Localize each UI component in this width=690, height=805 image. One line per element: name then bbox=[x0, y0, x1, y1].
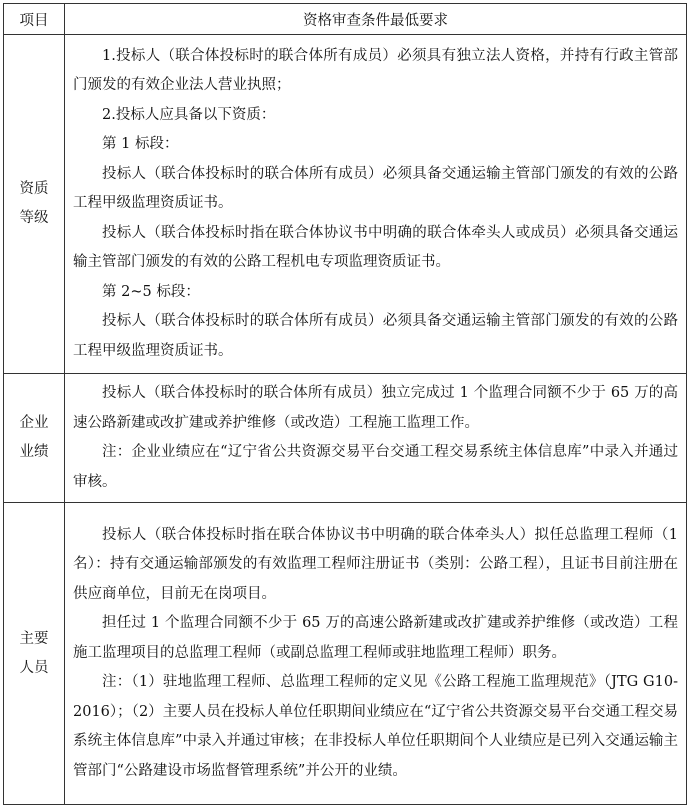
header-requirement: 资格审查条件最低要求 bbox=[65, 4, 687, 35]
item-label-line: 资质 bbox=[19, 181, 49, 197]
item-label-line: 主要 bbox=[19, 630, 49, 647]
requirement-paragraph: 1.投标人（联合体投标时的联合体所有成员）必须具有独立法人资格，并持有行政主管部门颁发的有效企业法人营业执照； bbox=[73, 47, 678, 94]
item-label-line: 企业 bbox=[19, 415, 49, 431]
item-label-line: 业绩 bbox=[19, 444, 49, 460]
requirements-table bbox=[3, 3, 687, 805]
requirement-paragraph: 注：（1）驻地监理工程师、总监理工程师的定义见《公路工程施工监理规范》（JTG G10-2016）；（2）主要人员在投标人单位任职期间业绩应在“辽宁省公共资源交易平台交通工程交易系统主体信息库”中录入并通过审核；在非投标人单位任职期间个人业绩应是已列入交通运输主管部门“公路建设市场监督管理系统”并公开的业绩。 bbox=[73, 674, 678, 779]
requirement-paragraph: 担任过 1 个监理合同额不少于 65 万的高速公路新建或改扩建或养护维修（或改造）工程施工监理项目的总监理工程师（或副总监理工程师或驻地监理工程师）职务。 bbox=[73, 615, 678, 661]
requirement-cell-performance bbox=[65, 374, 687, 503]
requirement-paragraph: 投标人（联合体投标时指在联合体协议书中明确的联合体牵头人或成员）必须具备交通运输主管部门颁发的有效的公路工程机电专项监理资质证书。 bbox=[73, 224, 678, 271]
requirement-paragraph: 2.投标人应具备以下资质： bbox=[102, 106, 276, 123]
requirement-cell-qualification bbox=[65, 35, 687, 374]
requirement-paragraph: 投标人（联合体投标时的联合体所有成员）必须具备交通运输主管部门颁发的有效的公路工程甲级监理资质证书。 bbox=[73, 313, 678, 359]
table-header-row bbox=[4, 4, 687, 35]
table-row-qualification bbox=[4, 35, 687, 374]
item-label-line: 等级 bbox=[19, 210, 49, 226]
requirement-paragraph: 投标人（联合体投标时指在联合体协议书中明确的联合体牵头人）拟任总监理工程师（1 名）：持有交通运输部颁发的有效监理工程师注册证书（类别：公路工程），且证书目前注册在供应商单位，目前无在岗项目。 bbox=[73, 526, 678, 602]
header-item: 项目 bbox=[4, 4, 65, 35]
requirement-paragraph: 注：企业业绩应在“辽宁省公共资源交易平台交通工程交易系统主体信息库”中录入并通过审核。 bbox=[73, 444, 678, 490]
item-cell-performance bbox=[4, 374, 65, 503]
requirement-paragraph: 第 1 标段： bbox=[102, 136, 179, 153]
item-cell-qualification bbox=[4, 35, 65, 374]
requirement-paragraph: 投标人（联合体投标时的联合体所有成员）必须具备交通运输主管部门颁发的有效的公路工程甲级监理资质证书。 bbox=[73, 165, 678, 212]
item-cell-personnel bbox=[4, 503, 65, 805]
table-row-performance bbox=[4, 374, 687, 503]
item-label-line: 人员 bbox=[19, 659, 49, 676]
requirement-paragraph: 投标人（联合体投标时的联合体所有成员）独立完成过 1 个监理合同额不少于 65 万的高速公路新建或改扩建或养护维修（或改造）工程施工监理工作。 bbox=[73, 385, 678, 431]
requirement-paragraph: 第 2~5 标段： bbox=[102, 283, 200, 300]
table-row-personnel bbox=[4, 503, 687, 805]
requirement-cell-personnel bbox=[65, 503, 687, 805]
